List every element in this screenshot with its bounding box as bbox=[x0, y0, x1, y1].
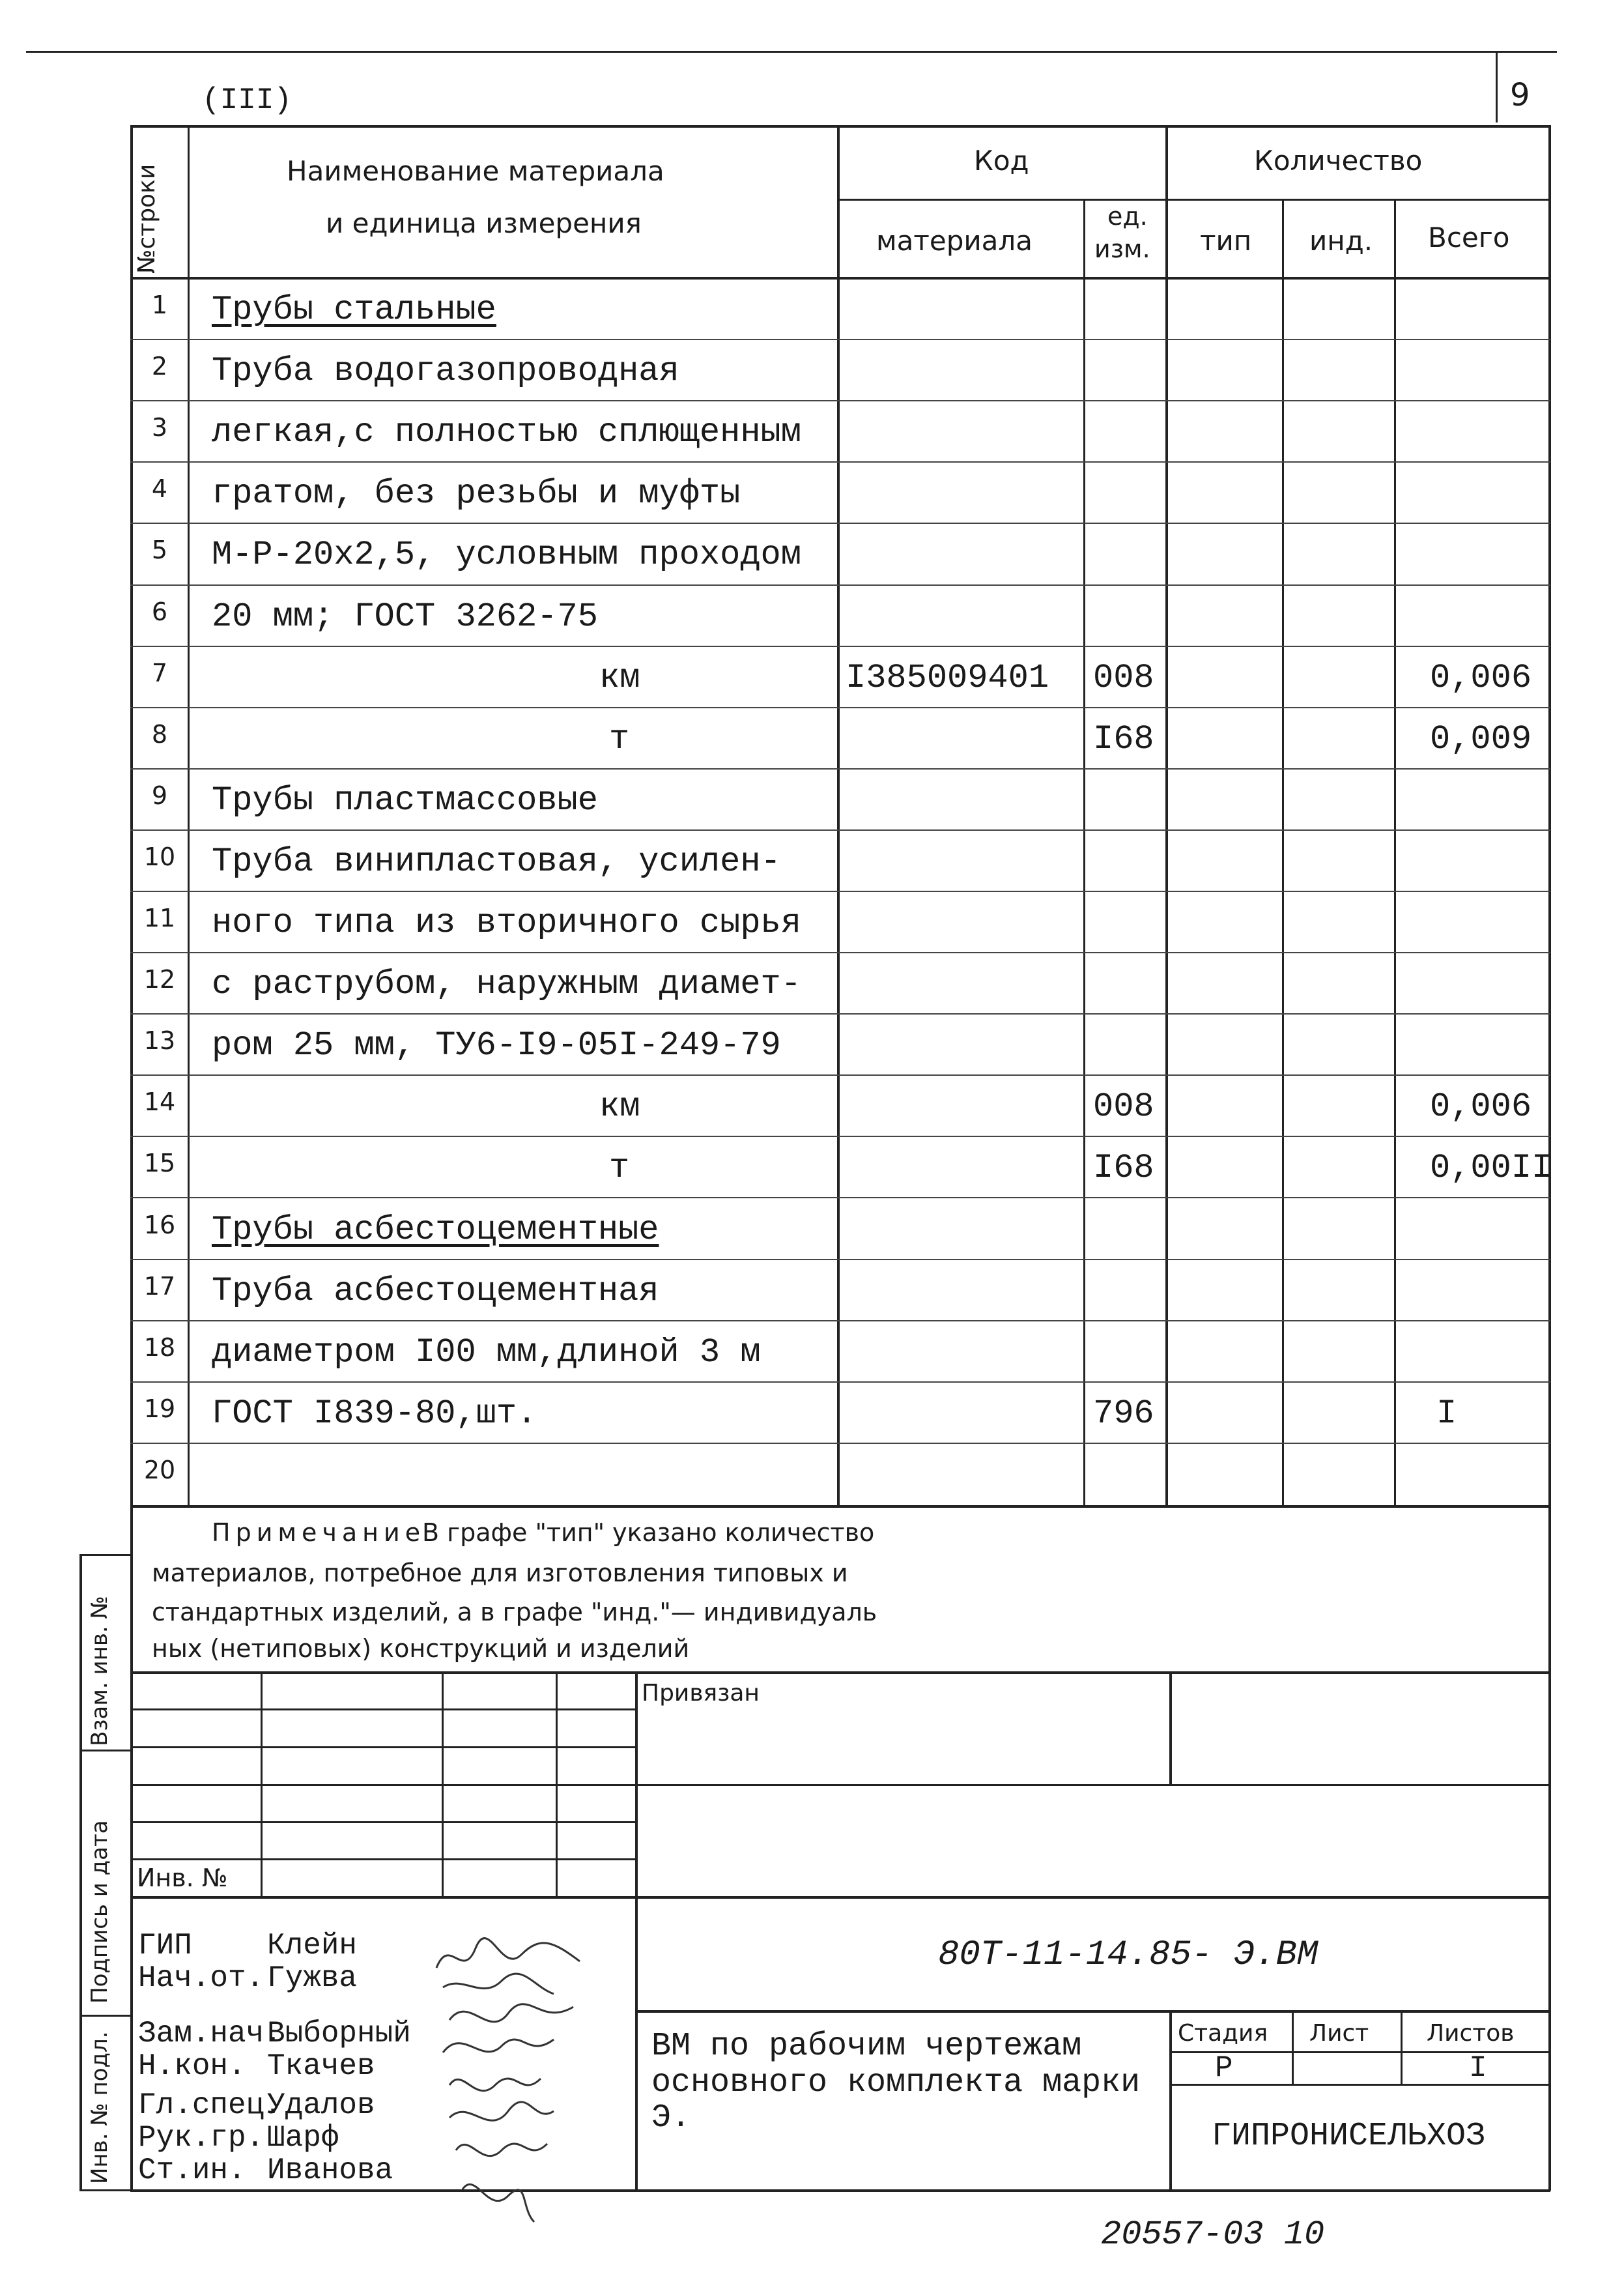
staff-name: Гужва bbox=[267, 1961, 358, 1995]
material-name: ром 25 мм, ТУ6-I9-05I-249-79 bbox=[212, 1026, 781, 1065]
staff-role: Нач.от. bbox=[138, 1961, 264, 1995]
row-number: 14 bbox=[143, 1088, 176, 1116]
row-number: 2 bbox=[151, 352, 168, 381]
row-separator bbox=[130, 707, 1550, 708]
tb-v-6 bbox=[1169, 2010, 1172, 2189]
material-name: 20 мм; ГОСТ 3262-75 bbox=[212, 598, 598, 636]
header-code-material: материала bbox=[876, 225, 1033, 257]
header-qty-type: тип bbox=[1200, 225, 1252, 257]
tb-line-2 bbox=[130, 1708, 635, 1710]
qty-total: 0,006 bbox=[1430, 659, 1532, 697]
header-name-line2: и единица измерения bbox=[326, 207, 642, 239]
unit-code: 796 bbox=[1093, 1394, 1154, 1433]
tb-v-2 bbox=[442, 1671, 444, 1896]
header-unit-line1: ед. bbox=[1107, 202, 1148, 231]
page-number: 9 bbox=[1510, 77, 1530, 113]
unit-code: 008 bbox=[1093, 659, 1154, 697]
qty-total: 0,00II bbox=[1430, 1149, 1552, 1187]
material-name: т bbox=[609, 720, 630, 758]
material-code: I385009401 bbox=[846, 659, 1049, 697]
top-border bbox=[26, 51, 1557, 53]
table-bottom-line bbox=[130, 1505, 1550, 1508]
row-separator bbox=[130, 1443, 1550, 1444]
side-strip-left-line bbox=[79, 1554, 82, 2189]
row-number: 1 bbox=[151, 291, 168, 319]
side-strip-top bbox=[79, 1554, 132, 1556]
row-number: 8 bbox=[151, 720, 168, 749]
row-separator bbox=[130, 1259, 1550, 1260]
staff-role: Рук.гр. bbox=[138, 2121, 264, 2155]
staff-name: Шарф bbox=[267, 2121, 339, 2155]
staff-role: Гл.спец. bbox=[138, 2088, 282, 2122]
material-name: гратом, без резьбы и муфты bbox=[212, 474, 741, 513]
staff-role: ГИП bbox=[138, 1929, 192, 1963]
row-number: 11 bbox=[143, 904, 176, 932]
material-name: Трубы стальные bbox=[212, 291, 496, 329]
staff-name: Клейн bbox=[267, 1929, 358, 1963]
note-lead: Примечание bbox=[212, 1518, 426, 1547]
row-number: 19 bbox=[143, 1394, 176, 1423]
note-line4: ных (нетиповых) конструкций и изделий bbox=[152, 1634, 690, 1663]
sheets-value: I bbox=[1469, 2051, 1487, 2085]
material-name: Труба винипластовая, усилен- bbox=[212, 843, 781, 881]
sheet-label: Лист bbox=[1309, 2020, 1369, 2047]
row-number: 20 bbox=[143, 1456, 176, 1484]
col-rownum-line bbox=[188, 125, 190, 1506]
header-code: Код bbox=[974, 145, 1029, 177]
row-number: 5 bbox=[151, 536, 168, 564]
header-qty-total: Всего bbox=[1428, 222, 1510, 253]
tb-line-6 bbox=[130, 1858, 635, 1860]
description-line2: основного комплекта марки bbox=[651, 2064, 1141, 2101]
side-strip-div2 bbox=[79, 2015, 132, 2017]
side-strip-div1 bbox=[79, 1750, 132, 1751]
row-separator bbox=[130, 584, 1550, 586]
material-name: с раструбом, наружным диамет- bbox=[212, 965, 801, 1003]
row-separator bbox=[130, 891, 1550, 892]
row-number: 12 bbox=[143, 965, 176, 994]
row-separator bbox=[130, 1197, 1550, 1198]
section-mark: (III) bbox=[202, 83, 292, 117]
col-name-line bbox=[837, 125, 840, 1506]
col-type-line bbox=[1282, 199, 1284, 1506]
header-quantity: Количество bbox=[1254, 145, 1423, 177]
material-name: диаметром I00 мм,длиной 3 м bbox=[212, 1333, 761, 1372]
material-name: ного типа из вторичного сырья bbox=[212, 904, 801, 942]
description-line1: ВМ по рабочим чертежам bbox=[651, 2028, 1082, 2065]
row-number: 17 bbox=[143, 1272, 176, 1301]
side-strip-bottom bbox=[79, 2189, 132, 2191]
staff-name: Ткачев bbox=[267, 2049, 375, 2083]
stage-value: Р bbox=[1215, 2051, 1233, 2085]
row-separator bbox=[130, 400, 1550, 401]
stage-label: Стадия bbox=[1178, 2020, 1268, 2047]
header-qty-ind: инд. bbox=[1309, 225, 1373, 257]
material-name: Труба водогазопроводная bbox=[212, 352, 679, 390]
unit-code: 008 bbox=[1093, 1088, 1154, 1126]
row-number: 7 bbox=[151, 659, 168, 687]
tb-v-1 bbox=[261, 1671, 263, 1896]
tb-v-3 bbox=[556, 1671, 558, 1896]
tb-line-5 bbox=[130, 1821, 635, 1823]
material-name: ГОСТ I839-80,шт. bbox=[212, 1394, 537, 1433]
col-code-line bbox=[1083, 199, 1085, 1506]
row-number: 10 bbox=[143, 843, 176, 871]
header-mid-line bbox=[837, 199, 1550, 201]
material-name: км bbox=[599, 659, 640, 697]
tb-line-3 bbox=[130, 1746, 635, 1748]
row-number: 15 bbox=[143, 1149, 176, 1177]
tb-v-7 bbox=[1292, 2010, 1294, 2084]
organization-name: ГИПРОНИСЕЛЬХОЗ bbox=[1212, 2118, 1486, 2155]
row-separator bbox=[130, 523, 1550, 524]
header-name-line1: Наименование материала bbox=[287, 155, 664, 187]
row-separator bbox=[130, 952, 1550, 953]
row-separator bbox=[130, 1013, 1550, 1015]
row-separator bbox=[130, 1074, 1550, 1076]
row-separator bbox=[130, 1320, 1550, 1321]
row-separator bbox=[130, 829, 1550, 831]
page-number-box-left bbox=[1496, 51, 1498, 122]
material-name: Трубы пластмассовые bbox=[212, 781, 598, 820]
signatures-image bbox=[423, 1929, 632, 2228]
qty-total: 0,006 bbox=[1430, 1088, 1532, 1126]
row-separator bbox=[130, 461, 1550, 463]
privyazan-label: Привязан bbox=[642, 1680, 760, 1707]
sheets-label: Листов bbox=[1427, 2020, 1515, 2047]
tb-v-5 bbox=[1169, 1671, 1172, 1784]
row-number: 4 bbox=[151, 474, 168, 503]
row-separator bbox=[130, 768, 1550, 770]
staff-role: Зам.нач. bbox=[138, 2017, 282, 2051]
col-ind-line bbox=[1394, 199, 1396, 1506]
material-name: т bbox=[609, 1149, 630, 1187]
left-frame-line bbox=[130, 125, 133, 2191]
tb-v-4 bbox=[635, 1671, 638, 2189]
header-row-number: №строки bbox=[134, 164, 160, 274]
unit-code: I68 bbox=[1093, 720, 1154, 758]
row-separator bbox=[130, 339, 1550, 340]
material-name: Труба асбестоцементная bbox=[212, 1272, 659, 1310]
header-bottom-line bbox=[130, 277, 1550, 280]
row-number: 13 bbox=[143, 1026, 176, 1055]
note-line2: материалов, потребное для изготовления типовых и bbox=[152, 1559, 848, 1587]
tb-line-4 bbox=[130, 1784, 1550, 1786]
row-separator bbox=[130, 1136, 1550, 1137]
unit-code: I68 bbox=[1093, 1149, 1154, 1187]
row-number: 9 bbox=[151, 781, 168, 810]
tb-v-8 bbox=[1401, 2010, 1403, 2084]
inv-no-label: Инв. № bbox=[137, 1864, 228, 1892]
col-unit-line bbox=[1165, 125, 1168, 1506]
qty-total: I bbox=[1436, 1394, 1457, 1433]
header-unit-line2: изм. bbox=[1094, 235, 1150, 263]
tb-line-8 bbox=[635, 2010, 1550, 2013]
staff-name: Выборный bbox=[267, 2017, 411, 2051]
table-top-line bbox=[130, 125, 1550, 128]
material-name: км bbox=[599, 1088, 640, 1126]
material-name: легкая,с полностью сплющенным bbox=[212, 413, 801, 452]
material-name: М-Р-20х2,5, условным проходом bbox=[212, 536, 801, 574]
tb-bottom-line bbox=[130, 2189, 1550, 2192]
row-number: 18 bbox=[143, 1333, 176, 1362]
row-number: 16 bbox=[143, 1211, 176, 1239]
side-label-vzam: Взам. инв. № bbox=[87, 1596, 113, 1746]
tb-line-7 bbox=[130, 1896, 1550, 1899]
staff-role: Ст.ин. bbox=[138, 2154, 246, 2187]
row-separator bbox=[130, 1381, 1550, 1383]
note-line1: В графе "тип" указано количество bbox=[422, 1518, 875, 1547]
staff-name: Удалов bbox=[267, 2088, 375, 2122]
side-label-podpis: Подпись и дата bbox=[87, 1820, 113, 2004]
description-line3: Э. bbox=[651, 2099, 691, 2137]
qty-total: 0,009 bbox=[1430, 720, 1532, 758]
row-separator bbox=[130, 646, 1550, 647]
staff-role: Н.кон. bbox=[138, 2049, 246, 2083]
staff-name: Иванова bbox=[267, 2154, 393, 2187]
footer-handwritten-number: 20557-03 10 bbox=[1101, 2215, 1325, 2254]
row-number: 6 bbox=[151, 598, 168, 626]
document-code: 80Т-11-14.85- Э.ВМ bbox=[938, 1935, 1318, 1975]
material-name: Трубы асбестоцементные bbox=[212, 1211, 659, 1249]
note-line3: стандартных изделий, а в графе "инд."— индивидуаль bbox=[152, 1598, 877, 1626]
row-number: 3 bbox=[151, 413, 168, 442]
side-label-inv-podl: Инв. № подл. bbox=[87, 2031, 113, 2184]
tb-line-1 bbox=[130, 1671, 1550, 1674]
